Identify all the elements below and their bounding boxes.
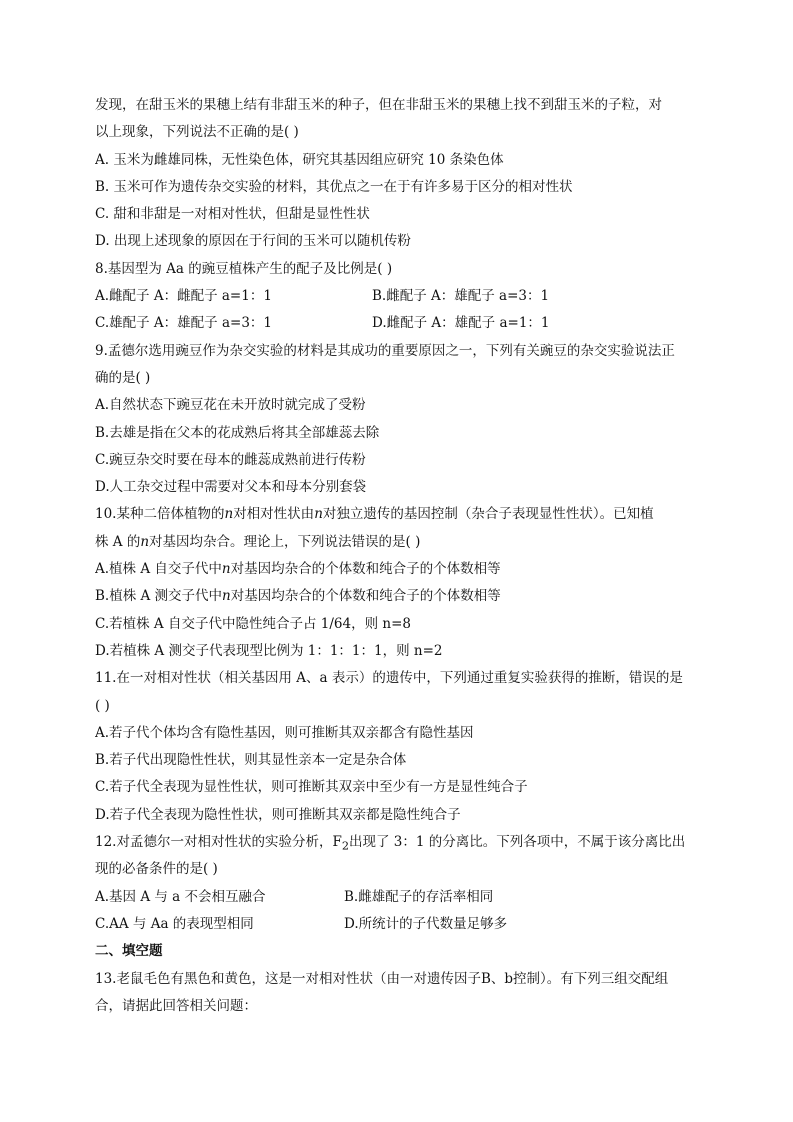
variable-n: n [314,506,323,523]
section-heading: 二、填空题 [95,943,163,960]
q11-option-c: C.若子代全表现为显性性状，则可推断其双亲中至少有一方是显性纯合子 [95,779,528,796]
q9-option-c: C.豌豆杂交时要在母本的雌蕊成熟前进行传粉 [95,451,366,468]
q8-option-c: C.雄配子 A：雄配子 a=3：1 [95,315,273,332]
q11-stem-line1: 11.在一对相对性状（相关基因用 A、a 表示）的遗传中，下列通过重复实验获得的推断，错误的是 [95,670,683,687]
q10-text: 对相对性状由 [233,506,315,523]
q12-options-row1 [95,884,705,911]
q10-text: B.植株 A 测交子代中 [95,588,223,605]
question-11 [95,665,705,829]
q10-text: 10.某种二倍体植物的 [95,506,225,523]
q12-option-a: A.基因 A 与 a 不会相互融合 [95,888,266,905]
question-13 [95,966,705,1021]
variable-n: n [221,561,231,578]
q10-option-c: C.若植株 A 自交子代中隐性纯合子占 1/64，则 n=8 [95,615,411,632]
q7-option-a: A. 玉米为雌雄同株，无性染色体，研究其基因组应研究 10 条染色体 [95,151,504,168]
q12-options-row2 [95,911,705,938]
q10-text: 对基因均杂合。理论上，下列说法错误的是( ) [149,533,421,550]
q9-option-d: D.人工杂交过程中需要对父本和母本分别套袋 [95,479,367,496]
q10-stem-line2 [95,529,705,556]
subscript: 2 [341,839,350,853]
q7-option-c: C. 甜和非甜是一对相对性状，但甜是显性性状 [95,206,370,223]
question-10 [95,501,705,665]
q13-stem-line2: 合，请据此回答相关问题： [95,997,257,1014]
q10-option-d: D.若植株 A 测交子代表现型比例为 1：1：1：1，则 n=2 [95,642,443,659]
q7-option-b: B. 玉米可作为遗传杂交实验的材料，其优点之一在于有许多易于区分的相对性状 [95,178,573,195]
question-12 [95,829,705,938]
q11-option-a: A.若子代个体均含有隐性基因，则可推断其双亲都含有隐性基因 [95,724,474,741]
q10-option-b [95,583,705,610]
question-8 [95,256,705,338]
q8-option-b: B.雌配子 A：雄配子 a=3：1 [372,288,550,305]
q12-text: 12.对孟德尔一对相对性状的实验分析，F [95,834,342,851]
q12-option-d: D.所统计的子代数量足够多 [344,915,508,932]
q8-options-row2 [95,310,705,337]
q12-option-b: B.雌雄配子的存活率相同 [344,888,494,905]
page-content [95,92,705,1020]
q8-option-d: D.雌配子 A：雄配子 a=1：1 [372,315,550,332]
variable-n: n [222,588,231,605]
q8-options-row1 [95,283,705,310]
q10-text: 对基因均杂合的个体数和纯合子的个体数相等 [230,588,501,605]
q12-stem-line1 [95,829,705,856]
q12-text: 出现了 3：1 的分离比。下列各项中，不属于该分离比出 [349,834,686,851]
q9-option-a: A.自然状态下豌豆花在未开放时就完成了受粉 [95,397,366,414]
q10-option-a [95,556,705,583]
question-9 [95,338,705,502]
q7-option-d: D. 出现上述现象的原因在于行间的玉米可以随机传粉 [95,233,411,250]
q10-text: 对基因均杂合的个体数和纯合子的个体数相等 [230,561,501,578]
q10-stem-line1 [95,501,705,528]
q8-stem: 8.基因型为 Aa 的豌豆植株产生的配子及比例是( ) [95,260,393,277]
q9-stem-line1: 9.孟德尔选用豌豆作为杂交实验的材料是其成功的重要原因之一，下列有关豌豆的杂交实验说法正 [95,342,675,359]
q9-stem-line2: 确的是( ) [95,369,151,386]
variable-n: n [140,533,150,550]
q11-option-d: D.若子代全表现为隐性性状，则可推断其双亲都是隐性纯合子 [95,806,461,823]
q9-option-b: B.去雄是指在父本的花成熟后将其全部雄蕊去除 [95,424,380,441]
variable-n: n [224,506,234,523]
q8-option-a: A.雌配子 A：雌配子 a=1：1 [95,288,272,305]
q10-text: 对独立遗传的基因控制（杂合子表现显性性状）。已知植 [322,506,654,523]
q11-stem-line2: ( ) [95,697,110,714]
q11-option-b: B.若子代出现隐性性状，则其显性亲本一定是杂合体 [95,752,407,769]
q12-option-c: C.AA 与 Aa 的表现型相同 [95,915,254,932]
q7-stem-line1: 发现，在甜玉米的果穗上结有非甜玉米的种子，但在非甜玉米的果穗上找不到甜玉米的子粒，对 [95,97,662,113]
q12-stem-line2: 现的必备条件的是( ) [95,861,218,878]
q13-stem-line1: 13.老鼠毛色有黑色和黄色，这是一对相对性状（由一对遗传因子B、b控制）。有下列三组交配组 [95,970,669,987]
question-7 [95,92,705,256]
q7-stem-line2: 以上现象，下列说法不正确的是( ) [95,124,299,141]
q10-text: A.植株 A 自交子代中 [95,561,222,578]
q10-text: 株 A 的 [95,533,141,550]
